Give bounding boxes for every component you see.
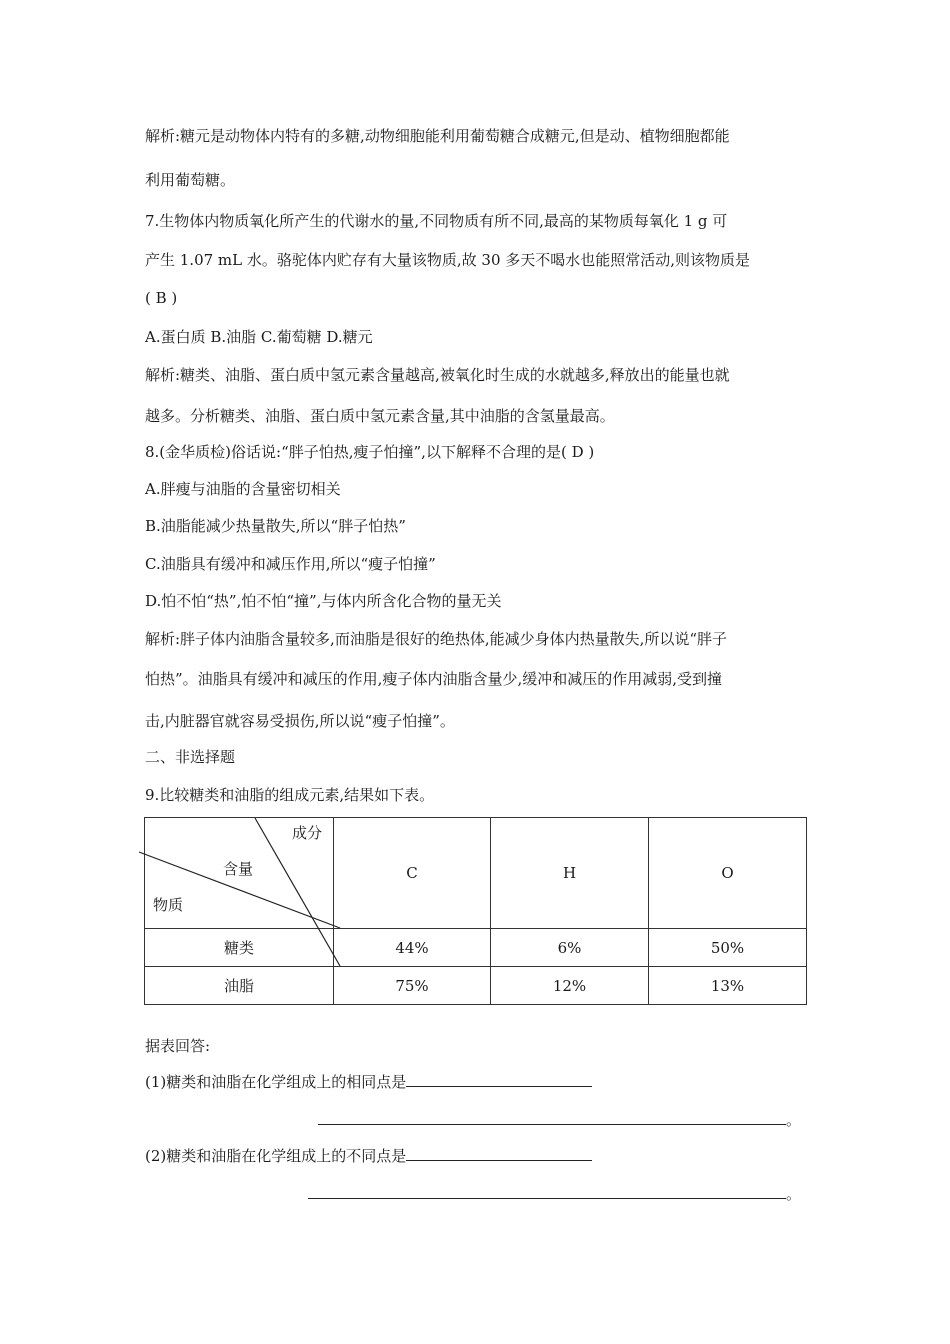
question-8-stem: 8.(金华质检)俗话说:“胖子怕热,瘦子怕撞”,以下解释不合理的是( D ) bbox=[145, 443, 595, 461]
answer-blank[interactable] bbox=[318, 1110, 786, 1125]
analysis-6-line-2: 利用葡萄糖。 bbox=[145, 171, 236, 189]
period: 。 bbox=[786, 1185, 802, 1203]
question-7-options: A.蛋白质 B.油脂 C.葡萄糖 D.糖元 bbox=[145, 328, 373, 346]
row-label-sugar: 糖类 bbox=[145, 929, 334, 967]
column-header-h: H bbox=[491, 818, 649, 929]
cell-value: 12% bbox=[491, 967, 649, 1005]
composition-table bbox=[144, 817, 807, 1005]
question-7-answer: ( B ) bbox=[145, 289, 178, 307]
column-header-o: O bbox=[648, 818, 806, 929]
question-9-part-1-continuation bbox=[318, 1109, 801, 1130]
question-8-option-b: B.油脂能减少热量散失,所以“胖子怕热” bbox=[145, 517, 406, 535]
analysis-8-line-2: 怕热”。油脂具有缓冲和减压的作用,瘦子体内油脂含量少,缓冲和减压的作用减弱,受到撞 bbox=[145, 670, 722, 688]
cell-value: 50% bbox=[648, 929, 806, 967]
question-9-part-1 bbox=[145, 1071, 592, 1092]
cell-value: 44% bbox=[334, 929, 491, 967]
question-8-option-a: A.胖瘦与油脂的含量密切相关 bbox=[145, 480, 341, 498]
header-component: 成分 bbox=[292, 824, 323, 842]
part-1-label: (1)糖类和油脂在化学组成上的相同点是 bbox=[145, 1073, 407, 1091]
period: 。 bbox=[786, 1111, 802, 1129]
answer-blank[interactable] bbox=[406, 1072, 592, 1087]
answer-blank[interactable] bbox=[406, 1146, 592, 1161]
question-7-line-2: 产生 1.07 mL 水。骆驼体内贮存有大量该物质,故 30 多天不喝水也能照常活动,则该物质是 bbox=[145, 251, 751, 269]
table-header-diagonal-cell bbox=[145, 818, 334, 929]
answer-prompt: 据表回答: bbox=[145, 1037, 211, 1055]
column-header-c: C bbox=[334, 818, 491, 929]
analysis-8-line-3: 击,内脏器官就容易受损伤,所以说“瘦子怕撞”。 bbox=[145, 712, 455, 730]
question-9-part-2-continuation bbox=[308, 1183, 801, 1204]
question-8-option-c: C.油脂具有缓冲和减压作用,所以“瘦子怕撞” bbox=[145, 555, 436, 573]
header-substance: 物质 bbox=[153, 896, 184, 914]
question-9-part-2 bbox=[145, 1145, 592, 1166]
analysis-6-line-1: 解析:糖元是动物体内特有的多糖,动物细胞能利用葡萄糖合成糖元,但是动、植物细胞都能 bbox=[145, 127, 730, 145]
cell-value: 13% bbox=[648, 967, 806, 1005]
answer-blank[interactable] bbox=[308, 1184, 786, 1199]
section-heading: 二、非选择题 bbox=[145, 748, 236, 766]
cell-value: 6% bbox=[491, 929, 649, 967]
analysis-7-line-1: 解析:糖类、油脂、蛋白质中氢元素含量越高,被氧化时生成的水就越多,释放出的能量也就 bbox=[145, 366, 730, 384]
analysis-8-line-1: 解析:胖子体内油脂含量较多,而油脂是很好的绝热体,能减少身体内热量散失,所以说“胖子 bbox=[145, 630, 728, 648]
part-2-label: (2)糖类和油脂在化学组成上的不同点是 bbox=[145, 1147, 407, 1165]
row-label-fat: 油脂 bbox=[145, 967, 334, 1005]
cell-value: 75% bbox=[334, 967, 491, 1005]
table-row bbox=[145, 967, 807, 1005]
analysis-7-line-2: 越多。分析糖类、油脂、蛋白质中氢元素含量,其中油脂的含氢量最高。 bbox=[145, 407, 615, 425]
question-8-option-d: D.怕不怕“热”,怕不怕“撞”,与体内所含化合物的量无关 bbox=[145, 592, 502, 610]
header-content: 含量 bbox=[223, 860, 254, 878]
question-7-line-1: 7.生物体内物质氧化所产生的代谢水的量,不同物质有所不同,最高的某物质每氧化 1 g 可 bbox=[145, 212, 728, 230]
question-9-stem: 9.比较糖类和油脂的组成元素,结果如下表。 bbox=[145, 786, 435, 804]
